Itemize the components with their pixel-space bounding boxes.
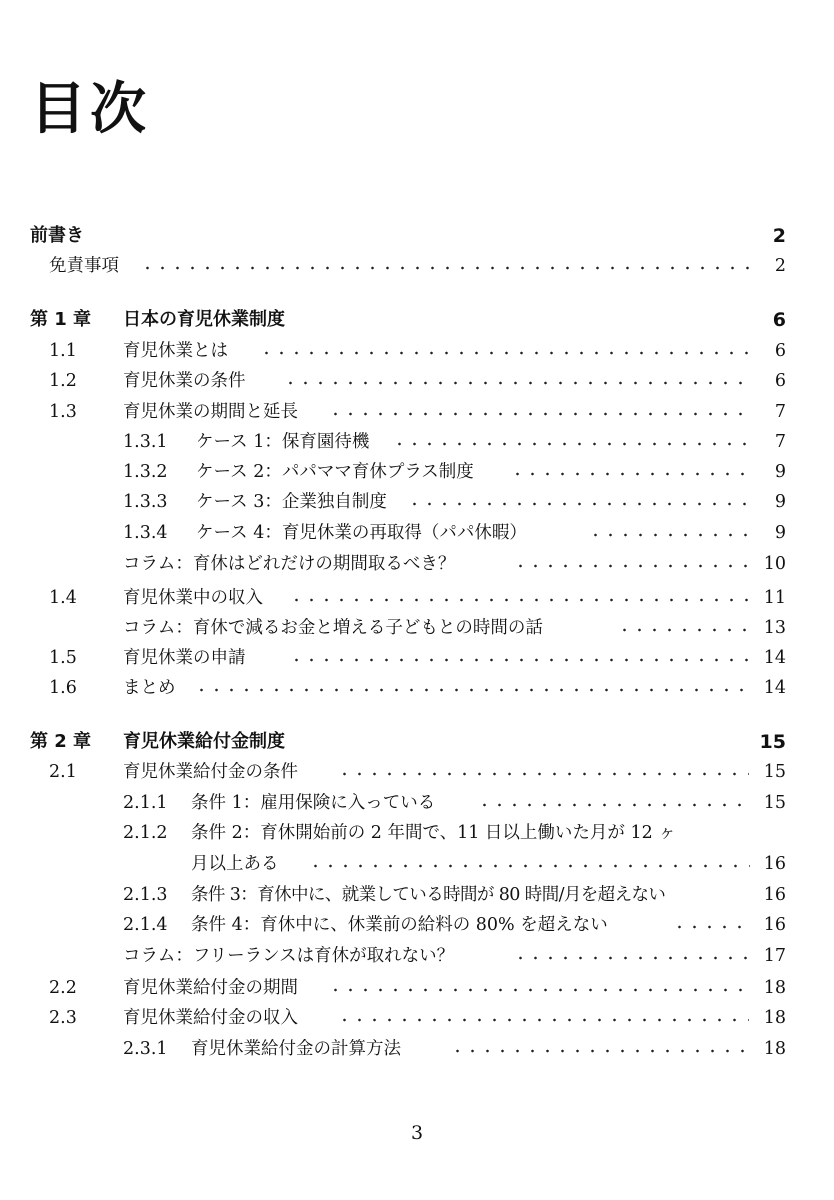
toc-number: 2.1.3: [123, 885, 168, 905]
toc-title-continued: 月以上ある: [191, 854, 279, 874]
toc-number: 1.3: [49, 402, 77, 422]
toc-title: 育児休業給付金制度: [123, 731, 285, 752]
toc-number: 1.3.1: [123, 432, 168, 452]
dot-leader: [328, 986, 749, 994]
toc-entry-2-1[interactable]: [0, 757, 834, 787]
toc-chapter-label: 第 2 章: [30, 731, 92, 752]
toc-entry-1-3[interactable]: [0, 397, 834, 427]
toc-page: 6: [774, 371, 786, 391]
dot-leader: [308, 862, 750, 870]
toc-entry-column-3[interactable]: [0, 941, 834, 971]
dot-leader: [477, 801, 750, 809]
toc-entry-chapter-1[interactable]: [0, 305, 834, 335]
toc-title: 育児休業給付金の期間: [123, 978, 298, 998]
toc-entry-2-1-2[interactable]: [0, 818, 834, 848]
toc-page: 7: [774, 432, 786, 452]
toc-page: 16: [763, 915, 786, 935]
toc-entry-1-6[interactable]: [0, 673, 834, 703]
toc-page: 2: [772, 225, 786, 247]
toc-number: 1.5: [49, 648, 77, 668]
toc-entry-2-1-4[interactable]: [0, 910, 834, 940]
dot-leader: [407, 500, 750, 508]
toc-page: 18: [763, 1008, 786, 1028]
toc-number: 2.1: [49, 762, 77, 782]
toc-number: 2.1.1: [123, 793, 168, 813]
toc-page: 11: [763, 588, 786, 608]
dot-leader: [450, 1047, 750, 1055]
toc-number: 2.3.1: [123, 1039, 168, 1059]
toc-entry-1-5[interactable]: [0, 643, 834, 673]
dot-leader: [588, 531, 750, 539]
toc-number: 1.3.4: [123, 523, 168, 543]
toc-entry-1-3-2[interactable]: [0, 457, 834, 487]
dot-leader: [392, 440, 750, 448]
toc-title: ケース 3：企業独自制度: [196, 492, 387, 512]
toc-title: ケース 2：パパママ育休プラス制度: [196, 462, 474, 482]
dot-leader: [513, 562, 749, 570]
toc-title: 育児休業給付金の条件: [123, 762, 298, 782]
toc-title: 育児休業の申請: [123, 648, 246, 668]
toc-entry-2-2[interactable]: [0, 973, 834, 1003]
toc-title: 条件 1：雇用保険に入っている: [191, 793, 436, 813]
toc-entry-preface[interactable]: [0, 221, 834, 251]
toc-number: 2.3: [49, 1008, 77, 1028]
toc-entry-chapter-2[interactable]: [0, 727, 834, 757]
page-number: 3: [410, 1122, 424, 1144]
dot-leader: [337, 1016, 749, 1024]
toc-number: 2.2: [49, 978, 77, 998]
dot-leader: [289, 656, 749, 664]
toc-title: 日本の育児休業制度: [123, 309, 285, 330]
toc-number: 1.4: [49, 588, 77, 608]
toc-title: 前書き: [30, 225, 84, 246]
dot-leader: [140, 264, 750, 272]
toc-number: 2.1.4: [123, 915, 168, 935]
toc-page: 13: [763, 618, 786, 638]
dot-leader: [510, 470, 750, 478]
toc-title: まとめ: [123, 678, 176, 698]
toc-title: 条件 4：育休中に、休業前の給料の 80% を超えない: [191, 915, 608, 935]
toc-entry-disclaimer[interactable]: [0, 251, 834, 281]
toc-title: 条件 2：育休開始前の 2 年間で、11 日以上働いた月が 12 ヶ: [191, 823, 676, 843]
toc-number: 1.6: [49, 678, 77, 698]
toc-entry-2-3-1[interactable]: [0, 1034, 834, 1064]
toc-page: 14: [763, 678, 786, 698]
toc-entry-1-3-1[interactable]: [0, 427, 834, 457]
dot-leader: [194, 686, 750, 694]
toc-entry-1-1[interactable]: [0, 336, 834, 366]
toc-chapter-label: 第 1 章: [30, 309, 92, 330]
dot-leader: [283, 379, 749, 387]
toc-entry-2-1-1[interactable]: [0, 788, 834, 818]
toc-page: 2: [774, 256, 786, 276]
toc-entry-1-2[interactable]: [0, 366, 834, 396]
toc-number: 1.2: [49, 371, 77, 391]
dot-leader: [259, 349, 749, 357]
toc-entry-2-1-3[interactable]: [0, 880, 834, 910]
dot-leader: [289, 596, 749, 604]
toc-page: 15: [763, 793, 786, 813]
toc-number: 1.3.2: [123, 462, 168, 482]
toc-title: 育児休業給付金の収入: [123, 1008, 298, 1028]
toc-page: 15: [759, 731, 786, 753]
toc-page: 14: [763, 648, 786, 668]
toc-entry-column-2[interactable]: [0, 613, 834, 643]
toc-page: 17: [763, 946, 786, 966]
toc-entry-2-1-2-cont[interactable]: [0, 849, 834, 879]
toc-title: 条件 3：育休中に、就業している時間が 80 時間/月を超えない: [191, 885, 666, 905]
toc-title: ケース 4：育児休業の再取得（パパ休暇）: [196, 523, 527, 543]
page-title: 目次: [30, 76, 150, 142]
toc-title: 免責事項: [49, 256, 119, 276]
toc-entry-2-3[interactable]: [0, 1003, 834, 1033]
toc-page: 16: [763, 885, 786, 905]
dot-leader: [513, 954, 749, 962]
toc-page: 18: [763, 978, 786, 998]
toc-page: 10: [763, 554, 786, 574]
toc-page: 6: [772, 309, 786, 331]
toc-entry-1-3-4[interactable]: [0, 518, 834, 548]
toc-entry-column-1[interactable]: [0, 549, 834, 579]
toc-page: 9: [774, 462, 786, 482]
toc-title: コラム：育休で減るお金と増える子どもとの時間の話: [123, 618, 543, 638]
dot-leader: [337, 770, 749, 778]
toc-page: 9: [774, 492, 786, 512]
toc-title: 育児休業中の収入: [123, 588, 263, 608]
toc-page: 6: [774, 341, 786, 361]
toc-number: 2.1.2: [123, 823, 168, 843]
toc-page: 18: [763, 1039, 786, 1059]
toc-page: 16: [763, 854, 786, 874]
dot-leader: [672, 923, 750, 931]
toc-title: 育児休業とは: [123, 341, 228, 361]
dot-leader: [328, 410, 749, 418]
toc-title: 育児休業給付金の計算方法: [191, 1039, 401, 1059]
toc-page: 15: [763, 762, 786, 782]
toc-title: コラム：育休はどれだけの期間取るべき？: [123, 554, 456, 574]
toc-title: コラム：フリーランスは育休が取れない？: [123, 946, 455, 966]
toc-entry-1-3-3[interactable]: [0, 487, 834, 517]
toc-page: 9: [774, 523, 786, 543]
toc-title: ケース 1：保育園待機: [196, 432, 370, 452]
toc-entry-1-4[interactable]: [0, 583, 834, 613]
toc-title: 育児休業の条件: [123, 371, 246, 391]
toc-number: 1.1: [49, 341, 77, 361]
toc-title: 育児休業の期間と延長: [123, 402, 298, 422]
toc-number: 1.3.3: [123, 492, 168, 512]
dot-leader: [617, 626, 749, 634]
toc-page: 7: [774, 402, 786, 422]
